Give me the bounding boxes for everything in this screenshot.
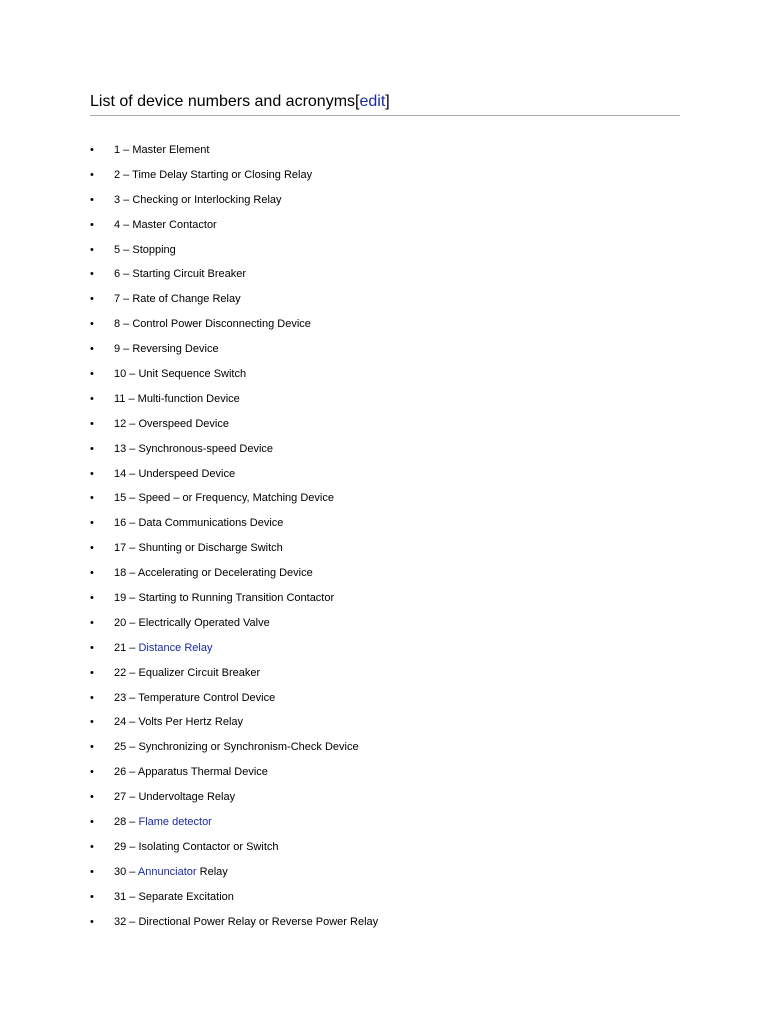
list-item: [0, 238, 768, 263]
bullet-icon: •: [90, 865, 94, 878]
list-item-content: [114, 287, 241, 312]
separator-dash: –: [120, 144, 133, 156]
section-heading: [90, 92, 680, 116]
list-item: [0, 188, 768, 213]
list-item-content: [114, 785, 235, 810]
device-number: 30: [114, 865, 127, 878]
list-item: [0, 785, 768, 810]
separator-dash: –: [120, 218, 133, 231]
device-description: Temperature Control Device: [138, 691, 276, 704]
list-item-content: [114, 910, 378, 935]
device-number: 5: [114, 243, 121, 256]
bullet-icon: •: [90, 816, 94, 829]
list-item: [0, 462, 768, 487]
device-description: Stopping: [132, 243, 176, 256]
list-item: [0, 262, 768, 287]
device-number: 7: [114, 293, 121, 306]
bullet-icon: •: [90, 542, 94, 555]
device-number-list: [0, 138, 768, 935]
list-item-content: [114, 437, 273, 462]
list-item-content: [114, 312, 311, 337]
list-item: [0, 337, 768, 362]
list-item-content: [114, 262, 246, 287]
list-item-content: [114, 462, 235, 487]
device-number: 4: [114, 218, 121, 231]
bullet-icon: •: [90, 218, 94, 231]
separator-dash: –: [126, 467, 139, 480]
device-description: Equalizer Circuit Breaker: [138, 666, 261, 679]
list-item: [0, 387, 768, 412]
device-description: Volts Per Hertz Relay: [138, 716, 244, 729]
device-description: Electrically Operated Valve: [138, 616, 270, 629]
device-number: 1: [114, 144, 121, 156]
separator-dash: –: [126, 492, 139, 505]
device-description: Overspeed Device: [138, 417, 229, 430]
separator-dash: –: [126, 641, 139, 654]
list-item-content: [114, 860, 228, 885]
bullet-icon: •: [90, 840, 94, 853]
list-item-content: [114, 561, 313, 586]
device-number: 6: [114, 268, 121, 281]
bullet-icon: •: [90, 368, 94, 381]
device-number: 26: [114, 766, 127, 779]
list-item: [0, 636, 768, 661]
device-description: Directional Power Relay or Reverse Power Relay: [138, 915, 379, 928]
device-link[interactable]: Flame detector: [138, 816, 212, 829]
device-number: 27: [114, 791, 127, 804]
list-item-content: [114, 586, 334, 611]
separator-dash: –: [126, 816, 139, 829]
device-description: Synchronizing or Synchronism-Check Device: [138, 741, 359, 754]
list-item-content: [114, 486, 334, 511]
bullet-icon: •: [90, 318, 94, 331]
list-item: [0, 138, 768, 163]
list-item: [0, 213, 768, 238]
device-number: 17: [114, 542, 127, 555]
bullet-icon: •: [90, 144, 94, 156]
bullet-icon: •: [90, 492, 94, 505]
bullet-icon: •: [90, 392, 94, 405]
separator-dash: –: [126, 567, 138, 580]
bullet-icon: •: [90, 467, 94, 480]
list-item: [0, 511, 768, 536]
device-description: Time Delay Starting or Closing Relay: [132, 168, 313, 181]
device-number: 12: [114, 417, 127, 430]
list-item-content: [114, 412, 229, 437]
list-item: [0, 362, 768, 387]
device-number: 22: [114, 666, 127, 679]
device-description: Separate Excitation: [138, 890, 234, 903]
list-item: [0, 312, 768, 337]
separator-dash: –: [126, 890, 139, 903]
list-item: [0, 486, 768, 511]
separator-dash: –: [120, 318, 133, 331]
list-item: [0, 287, 768, 312]
list-item: [0, 686, 768, 711]
separator-dash: –: [126, 368, 139, 381]
bullet-icon: •: [90, 741, 94, 754]
device-link[interactable]: Annunciator: [137, 865, 197, 878]
separator-dash: –: [126, 666, 139, 679]
bullet-icon: •: [90, 766, 94, 779]
device-description: Synchronous-speed Device: [138, 442, 274, 455]
device-number: 8: [114, 318, 121, 331]
device-description: Data Communications Device: [138, 517, 284, 530]
device-description: Speed – or Frequency, Matching Device: [138, 492, 334, 505]
edit-bracket-open: [: [355, 93, 360, 110]
device-description: Underspeed Device: [138, 467, 236, 480]
device-description: Control Power Disconnecting Device: [132, 318, 311, 331]
device-description: Shunting or Discharge Switch: [138, 542, 283, 555]
list-item: [0, 710, 768, 735]
separator-dash: –: [126, 865, 138, 878]
separator-dash: –: [126, 442, 139, 455]
device-number: 20: [114, 616, 127, 629]
separator-dash: –: [126, 592, 139, 605]
list-item-content: [114, 188, 282, 213]
list-item-content: [114, 337, 219, 362]
list-item-content: [114, 387, 240, 412]
edit-link[interactable]: edit: [359, 93, 386, 110]
device-description: Master Contactor: [132, 218, 217, 231]
device-number: 21: [114, 641, 127, 654]
device-number: 25: [114, 741, 127, 754]
list-item: [0, 536, 768, 561]
device-number: 18: [114, 567, 127, 580]
device-number: 29: [114, 840, 127, 853]
list-item-content: [114, 760, 268, 785]
bullet-icon: •: [90, 592, 94, 605]
list-item-content: [114, 213, 217, 238]
device-number: 16: [114, 517, 127, 530]
bullet-icon: •: [90, 442, 94, 455]
device-number: 14: [114, 467, 127, 480]
list-item: [0, 860, 768, 885]
separator-dash: –: [125, 392, 138, 405]
list-item-content: [114, 238, 176, 263]
separator-dash: –: [126, 791, 139, 804]
list-item-content: [114, 611, 270, 636]
bullet-icon: •: [90, 517, 94, 530]
bullet-icon: •: [90, 666, 94, 679]
bullet-icon: •: [90, 293, 94, 306]
device-description: Multi-function Device: [137, 392, 240, 405]
separator-dash: –: [120, 168, 133, 181]
device-number: 31: [114, 890, 127, 903]
device-number: 32: [114, 915, 127, 928]
list-item: [0, 735, 768, 760]
device-description: Accelerating or Decelerating Device: [137, 567, 313, 580]
separator-dash: –: [120, 193, 133, 206]
bullet-icon: •: [90, 791, 94, 804]
list-item: [0, 611, 768, 636]
device-description: Apparatus Thermal Device: [137, 766, 268, 779]
device-number: 2: [114, 168, 121, 181]
separator-dash: –: [126, 417, 139, 430]
list-item: [0, 910, 768, 935]
separator-dash: –: [120, 243, 133, 256]
bullet-icon: •: [90, 168, 94, 181]
device-number: 13: [114, 442, 127, 455]
separator-dash: –: [120, 268, 133, 281]
device-description: Checking or Interlocking Relay: [132, 193, 282, 206]
device-description: Starting to Running Transition Contactor: [138, 592, 335, 605]
device-description: Starting Circuit Breaker: [132, 268, 247, 281]
list-item-content: [114, 362, 246, 387]
device-number: 24: [114, 716, 127, 729]
separator-dash: –: [126, 741, 139, 754]
separator-dash: –: [126, 716, 139, 729]
list-item: [0, 885, 768, 910]
bullet-icon: •: [90, 243, 94, 256]
separator-dash: –: [120, 343, 133, 356]
list-item-content: [114, 661, 260, 686]
section-title: List of device numbers and acronyms: [90, 93, 356, 110]
list-item-content: [114, 511, 283, 536]
list-item-content: [114, 885, 234, 910]
separator-dash: –: [120, 293, 133, 306]
bullet-icon: •: [90, 343, 94, 356]
separator-dash: –: [126, 691, 139, 704]
bullet-icon: •: [90, 193, 94, 206]
device-description: Isolating Contactor or Switch: [138, 840, 279, 853]
device-number: 28: [114, 816, 127, 829]
list-item-content: [114, 636, 212, 661]
device-description: Rate of Change Relay: [132, 293, 241, 306]
list-item: [0, 437, 768, 462]
list-item-content: [114, 536, 283, 561]
device-description-suffix: Relay: [196, 865, 228, 878]
device-description: Master Element: [132, 144, 210, 156]
separator-dash: –: [126, 840, 139, 853]
list-item: [0, 810, 768, 835]
device-link[interactable]: Distance Relay: [138, 641, 213, 654]
list-item-content: [114, 810, 212, 835]
device-number: 11: [114, 392, 126, 405]
separator-dash: –: [126, 766, 138, 779]
separator-dash: –: [126, 542, 139, 555]
list-item: [0, 163, 768, 188]
device-number: 23: [114, 691, 127, 704]
device-description: Reversing Device: [132, 343, 219, 356]
device-number: 15: [114, 492, 127, 505]
separator-dash: –: [126, 616, 139, 629]
edit-bracket-close: ]: [385, 93, 390, 110]
device-number: 3: [114, 193, 121, 206]
list-item: [0, 561, 768, 586]
list-item: [0, 586, 768, 611]
bullet-icon: •: [90, 691, 94, 704]
bullet-icon: •: [90, 915, 94, 928]
bullet-icon: •: [90, 641, 94, 654]
list-item-content: [114, 163, 312, 188]
list-item: [0, 760, 768, 785]
bullet-icon: •: [90, 268, 94, 281]
list-item-content: [114, 138, 209, 163]
list-item: [0, 412, 768, 437]
list-item: [0, 661, 768, 686]
separator-dash: –: [126, 915, 139, 928]
bullet-icon: •: [90, 417, 94, 430]
list-item-content: [114, 735, 359, 760]
list-item-content: [114, 686, 275, 711]
device-description: Unit Sequence Switch: [138, 368, 247, 381]
list-item-content: [114, 710, 243, 735]
list-item-content: [114, 835, 279, 860]
bullet-icon: •: [90, 716, 94, 729]
list-item: [0, 835, 768, 860]
device-number: 10: [114, 368, 127, 381]
device-number: 9: [114, 343, 121, 356]
separator-dash: –: [126, 517, 139, 530]
device-number: 19: [114, 592, 127, 605]
device-description: Undervoltage Relay: [138, 791, 236, 804]
bullet-icon: •: [90, 890, 94, 903]
bullet-icon: •: [90, 616, 94, 629]
bullet-icon: •: [90, 567, 94, 580]
